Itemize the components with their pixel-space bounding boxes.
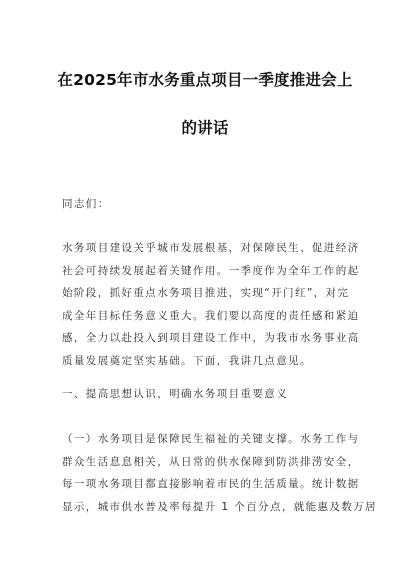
paragraph-line: 始阶段，抓好重点水务项目推进，实现“开门红”，对完 [62,287,350,299]
paragraph-line: 水务项目建设关乎城市发展根基，对保障民生、促进经济 [62,242,360,254]
greeting: 同志们： [62,198,110,210]
paragraph-line: 每一项水务项目都直接影响着市民的生活质量。统计数据 [62,478,360,490]
document-title-line-1: 在2025年市水务重点项目一季度推进会上 [57,71,353,89]
paragraph-line: （一）水务项目是保障民生福祉的关键支撑。水务工作与 [62,433,360,445]
paragraph-line: 质量发展奠定坚实基础。下面，我讲几点意见。 [62,354,312,367]
paragraph-line: 社会可持续发展起着关键作用。一季度作为全年工作的起 [62,264,360,277]
paragraph-intro [62,237,360,372]
section-heading: 一、提高思想认识，明确水务项目重要意义 [62,388,289,400]
paragraph-line: 感，全力以赴投入到项目建设工作中，为我市水务事业高 [62,332,360,344]
document-title-line-2: 的讲话 [181,119,229,137]
paragraph-section-1 [62,428,378,518]
paragraph-line: 显示，城市供水普及率每提升 1 个百分点，就能惠及数万居 [62,500,378,513]
paragraph-line: 成全年目标任务意义重大。我们要以高度的责任感和紧迫 [62,309,360,322]
paragraph-line: 群众生活息息相关，从日常的供水保障到防洪排涝安全， [62,455,360,468]
